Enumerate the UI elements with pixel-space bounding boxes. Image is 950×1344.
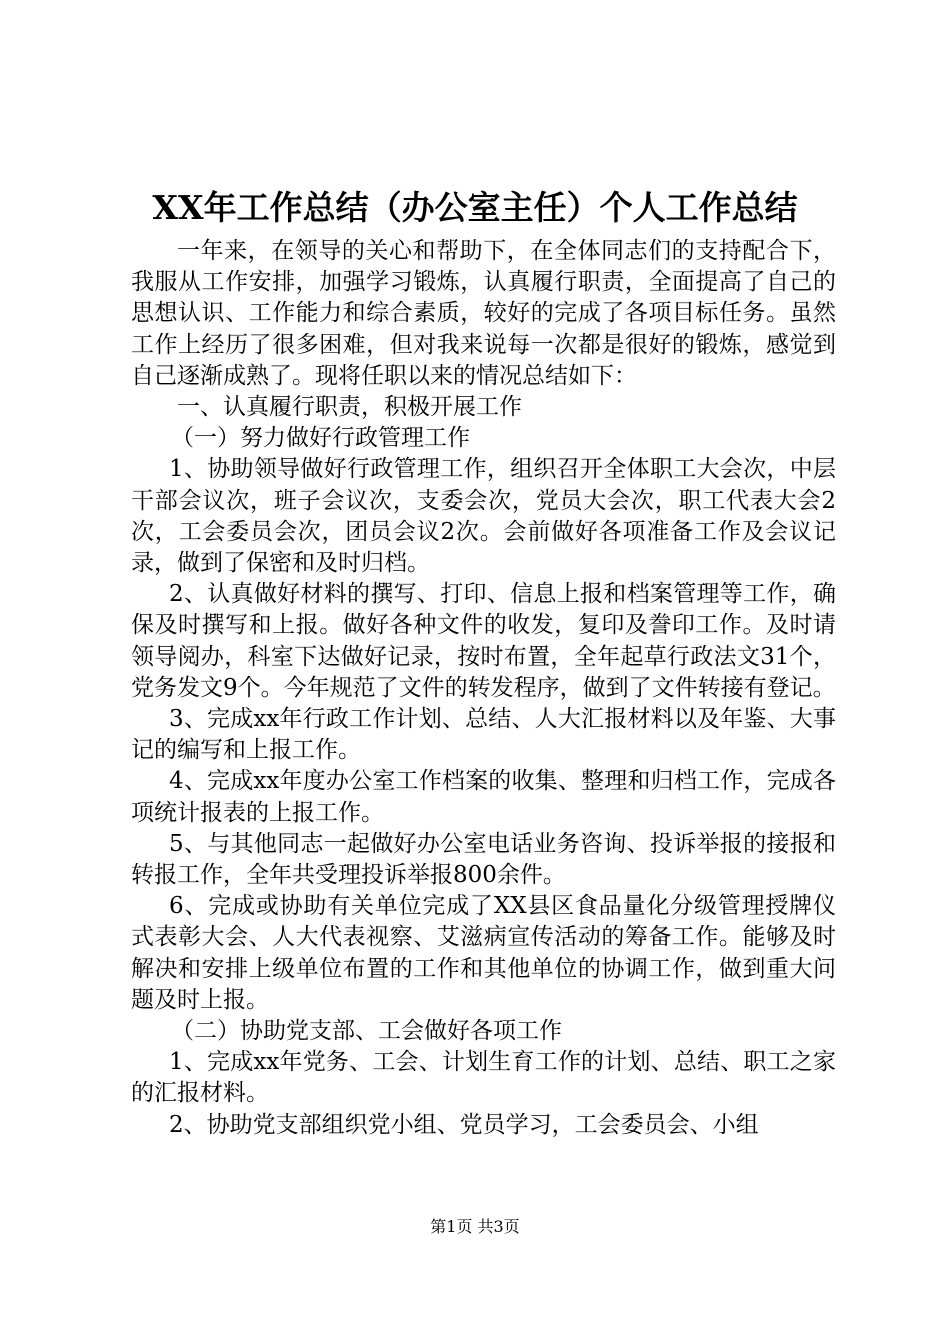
document-body (131, 236, 836, 1141)
item-paragraph: 4、完成xx年度办公室工作档案的收集、整理和归档工作，完成各项统计报表的上报工作。 (131, 768, 836, 826)
subsection-heading-1: （一）努力做好行政管理工作 (171, 425, 470, 452)
item-paragraph: 5、与其他同志一起做好办公室电话业务咨询、投诉举报的接报和转报工作，全年共受理投诉举报800余件。 (131, 830, 836, 889)
item-paragraph: 2、协助党支部组织党小组、党员学习，工会委员会、小组 (169, 1111, 759, 1138)
item-paragraph: 1、协助领导做好行政管理工作，组织召开全体职工大会次，中层干部会议次，班子会议次，支委会次，党员大会次，职工代表大会2次，工会委员会次，团员会议2次。会前做好各项准备工作及会议记录，做到了保密和及时归档。 (131, 456, 836, 577)
section-heading-1: 一、认真履行职责，积极开展工作 (177, 394, 522, 421)
item-paragraph: 2、认真做好材料的撰写、打印、信息上报和档案管理等工作，确保及时撰写和上报。做好各种文件的收发，复印及誊印工作。及时请领导阅办，科室下达做好记录，按时布置，全年起草行政法文31个，党务发文9个。今年规范了文件的转发程序，做到了文件转接有登记。 (131, 581, 836, 701)
page-footer: 第1页 共3页 (430, 1217, 520, 1236)
item-paragraph: 3、完成xx年行政工作计划、总结、人大汇报材料以及年鉴、大事记的编写和上报工作。 (131, 706, 836, 764)
item-paragraph: 6、完成或协助有关单位完成了XX县区食品量化分级管理授牌仪式表彰大会、人大代表视察、艾滋病宣传活动的筹备工作。能够及时解决和安排上级单位布置的工作和其他单位的协调工作，做到重大问题及时上报。 (131, 893, 836, 1013)
subsection-heading-2: （二）协助党支部、工会做好各项工作 (171, 1018, 562, 1045)
document-title: XX年工作总结（办公室主任）个人工作总结 (152, 188, 798, 227)
item-paragraph: 1、完成xx年党务、工会、计划生育工作的计划、总结、职工之家的汇报材料。 (131, 1049, 836, 1107)
intro-paragraph: 一年来，在领导的关心和帮助下，在全体同志们的支持配合下，我服从工作安排，加强学习锻炼，认真履行职责，全面提高了自己的思想认识、工作能力和综合素质，较好的完成了各项目标任务。虽然工作上经历了很多困难，但对我来说每一次都是很好的锻炼，感觉到自己逐渐成熟了。现将任职以来的情况总结如下： (131, 238, 836, 389)
